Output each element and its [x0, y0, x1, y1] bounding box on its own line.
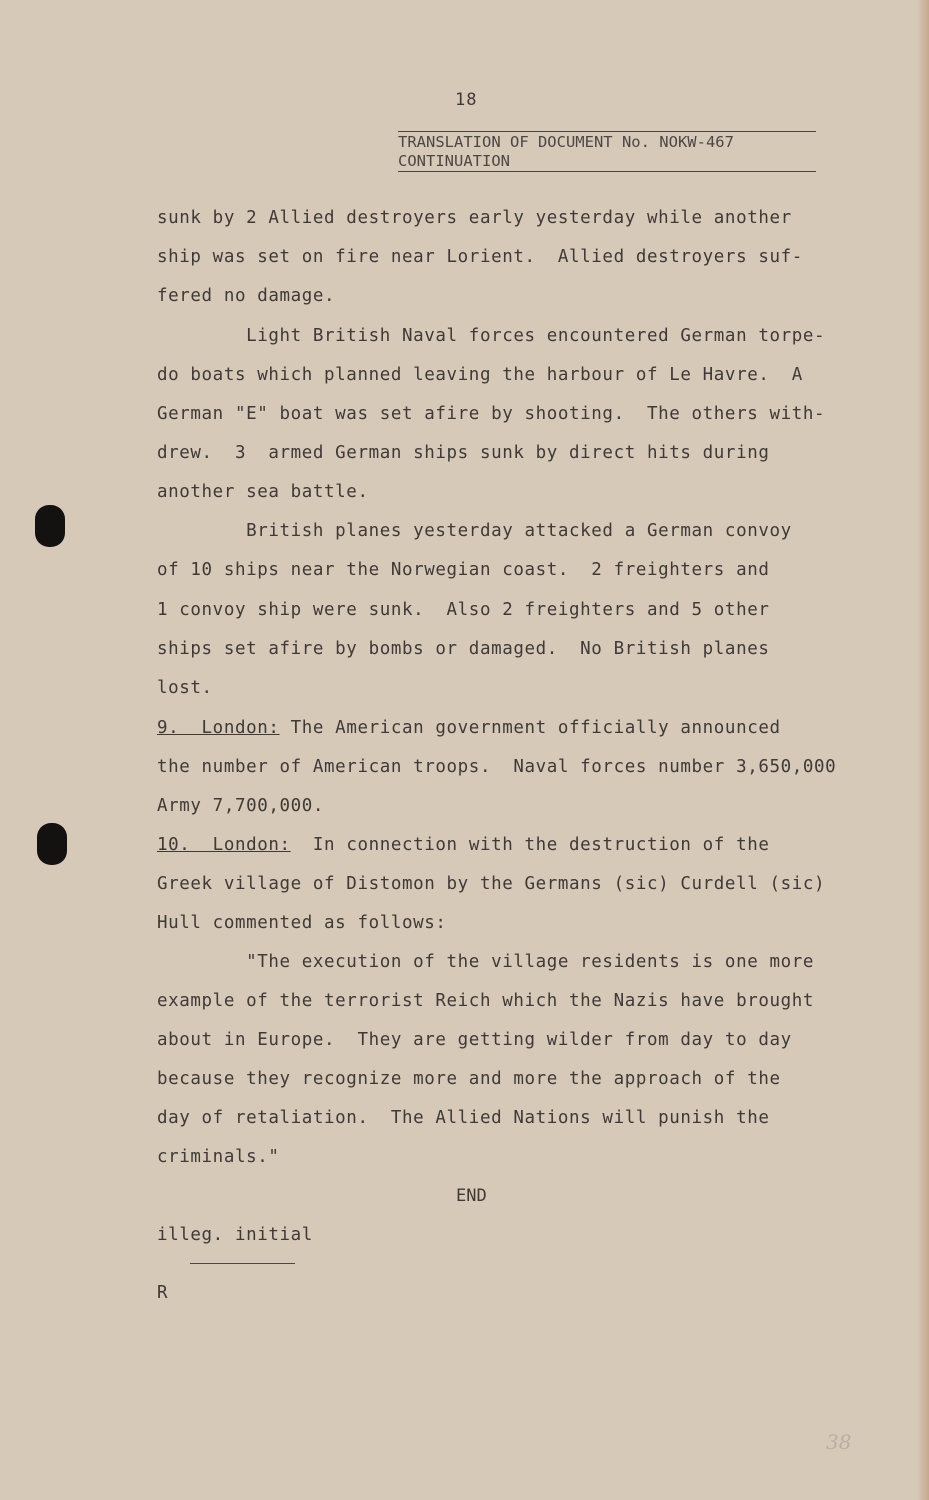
punch-hole-bottom — [37, 823, 67, 865]
body-line: another sea battle. — [157, 482, 369, 502]
body-line: ship was set on fire near Lorient. Allied destroyers suf- — [157, 247, 803, 267]
quote-line: because they recognize more and more the approach of the — [157, 1069, 781, 1089]
body-line: the number of American troops. Naval forces number 3,650,000 — [157, 757, 837, 777]
punch-hole-top — [35, 505, 65, 547]
item-9-text: The American government officially announced — [279, 718, 781, 738]
body-line: lost. — [157, 678, 213, 698]
body-line: ships set afire by bombs or damaged. No British planes — [157, 639, 770, 659]
body-line: sunk by 2 Allied destroyers early yesterday while another — [157, 208, 792, 228]
quote-line: example of the terrorist Reich which the Nazis have brought — [157, 991, 815, 1011]
item-10-text: In connection with the destruction of the — [290, 835, 770, 855]
body-line: Greek village of Distomon by the Germans (sic) Curdell (sic) — [157, 874, 826, 894]
quote-line: "The execution of the village residents is one more — [157, 952, 815, 972]
header-title: TRANSLATION OF DOCUMENT No. NOKW-467 — [398, 131, 816, 152]
body-line: German "E" boat was set afire by shooting. The others with- — [157, 404, 826, 424]
item-10-line — [157, 835, 769, 855]
body-line: fered no damage. — [157, 286, 336, 306]
quote-line: about in Europe. They are getting wilder from day to day — [157, 1030, 792, 1050]
paper-edge — [917, 0, 929, 1500]
item-9-label: 9. London: — [157, 718, 280, 738]
quote-line: criminals." — [157, 1147, 280, 1167]
body-line: drew. 3 armed German ships sunk by direct hits during — [157, 443, 770, 463]
r-label: R — [157, 1283, 169, 1303]
body-line: Army 7,700,000. — [157, 796, 325, 816]
initial-label: illeg. initial — [157, 1225, 313, 1245]
page-number: 18 — [455, 90, 478, 110]
document-header — [398, 131, 816, 172]
body-line: Hull commented as follows: — [157, 913, 447, 933]
body-line: of 10 ships near the Norwegian coast. 2 freighters and — [157, 560, 770, 580]
body-line: British planes yesterday attacked a German convoy — [157, 521, 792, 541]
initial-rule — [190, 1263, 295, 1264]
body-line: do boats which planned leaving the harbour of Le Havre. A — [157, 365, 803, 385]
body-line: Light British Naval forces encountered German torpe- — [157, 326, 826, 346]
end-marker: END — [456, 1186, 487, 1206]
item-10-label: 10. London: — [157, 835, 291, 855]
header-continuation: CONTINUATION — [398, 152, 816, 172]
pencil-page-mark: 38 — [826, 1430, 852, 1454]
item-9-line — [157, 718, 781, 738]
quote-line: day of retaliation. The Allied Nations will punish the — [157, 1108, 770, 1128]
body-line: 1 convoy ship were sunk. Also 2 freighters and 5 other — [157, 600, 770, 620]
